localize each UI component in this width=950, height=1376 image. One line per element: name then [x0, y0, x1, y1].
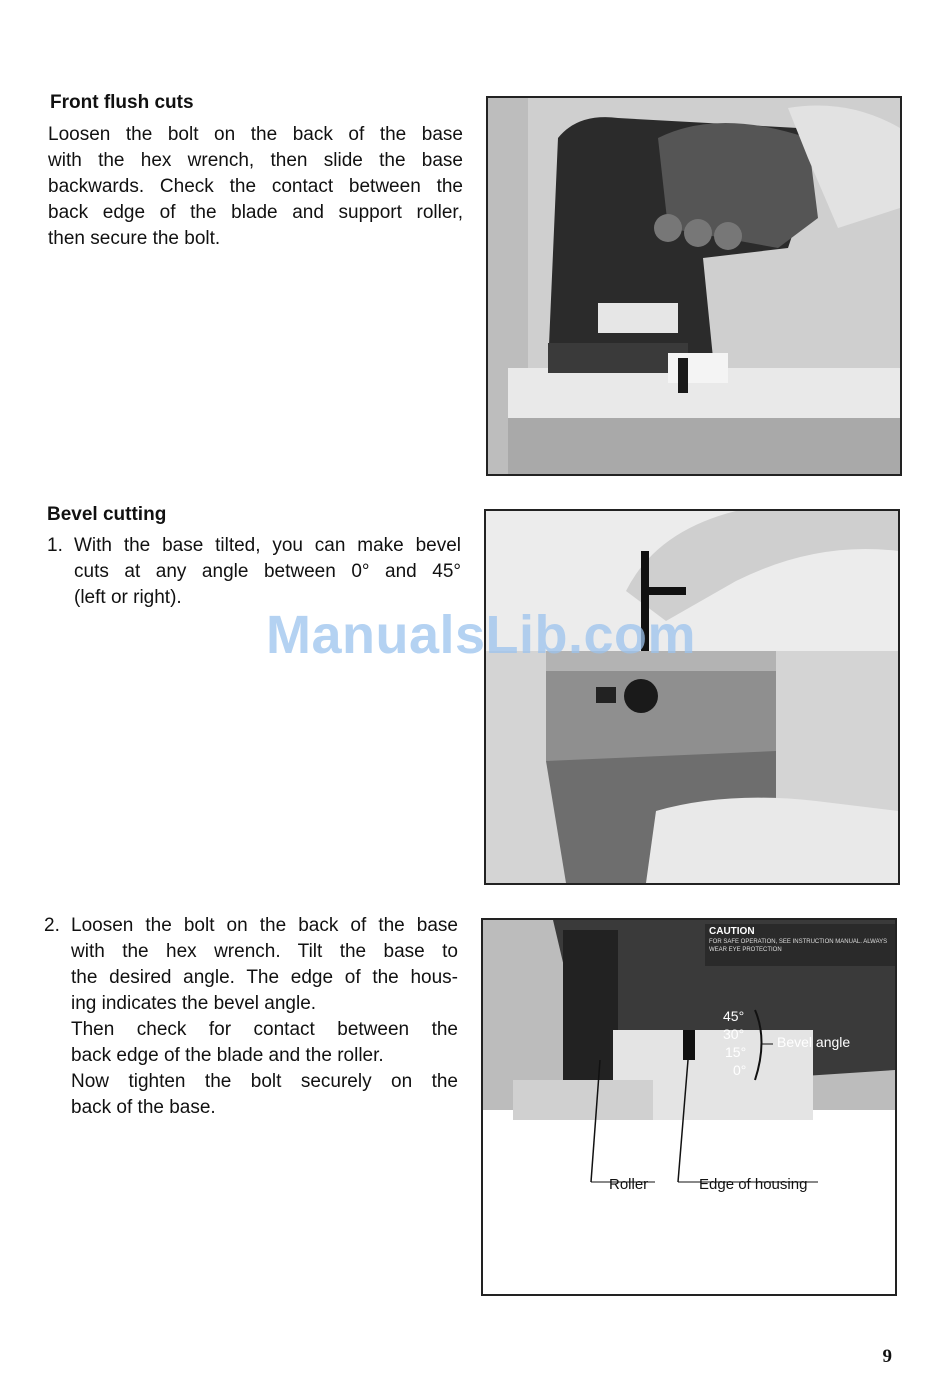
page-number: 9: [882, 1346, 892, 1367]
step-number: 2.: [44, 915, 60, 936]
photo-bevel-angle-scale: [481, 918, 897, 1296]
caution-label-title: CAUTION: [709, 926, 755, 937]
photo-front-flush-cut: [486, 96, 902, 476]
caution-label-text: FOR SAFE OPERATION, SEE INSTRUCTION MANUAL. ALWAYS WEAR EYE PROTECTION: [709, 939, 888, 953]
edge-of-housing-label: Edge of housing: [699, 1176, 808, 1193]
step-line: Loosen the bolt on the back of the base: [71, 915, 458, 936]
angle-0: 0°: [733, 1062, 747, 1078]
roller-label: Roller: [609, 1176, 649, 1193]
step-line: with the hex wrench. Tilt the base to: [71, 941, 458, 962]
step-line: ing indicates the bevel angle.: [71, 993, 317, 1014]
angle-15: 15°: [725, 1044, 747, 1060]
step-line: the desired angle. The edge of the hous-: [71, 967, 458, 988]
step-number: 1.: [47, 535, 63, 556]
step-text: [71, 913, 458, 1121]
section-title-front-flush-cuts: Front flush cuts: [50, 92, 194, 113]
step-line: Then check for contact between the: [71, 1019, 458, 1040]
angle-30: 30°: [723, 1026, 745, 1042]
bevel-step-1: [47, 533, 461, 613]
paragraph-line: Loosen the bolt on the back of the base: [48, 124, 463, 145]
step-line: (left or right).: [74, 587, 182, 608]
step-line: Now tighten the bolt securely on the: [71, 1071, 458, 1092]
section-title-bevel-cutting: Bevel cutting: [47, 504, 167, 525]
step-line: back of the base.: [71, 1097, 216, 1118]
watermark: ManualsLib.com: [266, 605, 697, 665]
angle-45: 45°: [723, 1008, 745, 1024]
step-text: [74, 533, 461, 611]
bevel-step-2: [44, 913, 458, 1125]
paragraph-line: then secure the bolt.: [48, 228, 221, 249]
step-line: With the base tilted, you can make bevel: [74, 535, 461, 556]
paragraph-line: backwards. Check the contact between the: [48, 176, 463, 197]
step-line: cuts at any angle between 0° and 45°: [74, 561, 461, 582]
bevel-angle-label: Bevel angle: [777, 1034, 851, 1050]
step-line: back edge of the blade and the roller.: [71, 1045, 384, 1066]
photo-bevel-wrench: [484, 509, 900, 885]
front-flush-cuts-paragraph: [48, 122, 463, 252]
paragraph-line: with the hex wrench, then slide the base: [48, 150, 463, 171]
paragraph-line: back edge of the blade and support roller,: [48, 202, 463, 223]
